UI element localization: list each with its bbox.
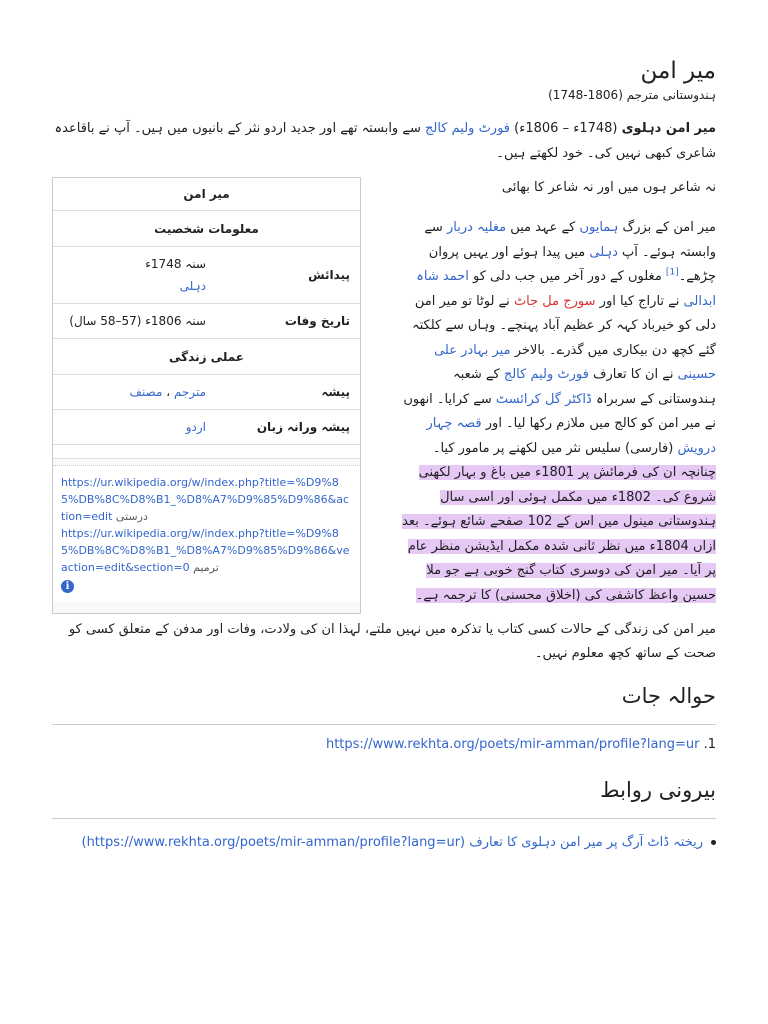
reference-link[interactable]: https://www.rekhta.org/poets/mir-amman/profile?lang=ur bbox=[325, 737, 700, 752]
redlink-suraj-mal-jat[interactable]: سورج مل جاٹ bbox=[513, 293, 596, 309]
link-mir-bahadur-ali-husaini[interactable]: میر بہادر علی حسینی bbox=[434, 342, 716, 382]
link-birth-place[interactable]: دہلی bbox=[179, 279, 206, 293]
link-delhi[interactable]: دہلی bbox=[589, 244, 618, 260]
text: نے تاراج کیا اور bbox=[595, 293, 684, 309]
external-links-divider bbox=[52, 818, 716, 819]
quote-line: نہ شاعر ہوں میں اور نہ شاعر کا بھائی bbox=[501, 180, 716, 195]
link-humayun[interactable]: ہمایوں bbox=[579, 220, 619, 235]
intro-paragraph bbox=[52, 116, 716, 166]
intro-rest: سے وابستہ تھے اور جدید اردو نثر کے بانیوں میں ہیں۔ آپ نے باقاعدہ شاعری کبھی نہیں کی۔ خود لکھتے ہیں۔ bbox=[54, 121, 716, 161]
text: میں پیدا ہوئے اور یہیں پروان چڑھے۔ bbox=[428, 244, 716, 284]
infobox-title: میر امن bbox=[53, 178, 360, 211]
reference-marker[interactable]: [1] bbox=[665, 267, 679, 278]
infobox-spacer bbox=[53, 445, 360, 459]
edit-link-row bbox=[61, 474, 352, 525]
birth-label: پیدائش bbox=[308, 268, 350, 282]
translate-link-row bbox=[61, 525, 352, 576]
occupation-label: پیشہ bbox=[321, 385, 350, 399]
info-icon[interactable]: i bbox=[61, 580, 74, 593]
link-qissa-chahar-darvesh[interactable]: قصہ چہار درویش bbox=[426, 416, 716, 456]
closing-paragraph: میر امن کی زندگی کے حالات کسی کتاب یا تذکرہ میں نہیں ملتے، لہذا ان کی ولادت، وفات اور مدفن کے متعلق کسی کو صحت کے ساتھ کچھ معلوم نہیں۔ bbox=[68, 622, 716, 661]
infobox-section-personal: معلومات شخصیت bbox=[53, 211, 360, 247]
external-links-heading: بیرونی روابط bbox=[600, 778, 716, 802]
translate-word: ترمیم bbox=[193, 561, 219, 574]
text: مغلوں کے دور آخر میں جب دلی کو bbox=[468, 269, 666, 284]
text: نے ان کا تعارف bbox=[588, 367, 678, 382]
external-link-item bbox=[52, 831, 716, 854]
bullet-icon bbox=[711, 840, 716, 845]
language-value bbox=[53, 410, 206, 444]
edit-link[interactable]: https://ur.wikipedia.org/w/index.php?title=%D9%85%DB%8C%D8%B1_%D8%A7%D9%85%D9%86&action=edit bbox=[61, 476, 350, 523]
occupation-value bbox=[53, 375, 206, 409]
birth-year: سنہ 1748ء bbox=[145, 257, 206, 271]
external-link-label[interactable]: ریختہ ڈاٹ آرگ پر میر امن دہلوی کا تعارف bbox=[469, 835, 703, 850]
occupation-separator: ، bbox=[162, 385, 174, 399]
edit-word: درستی bbox=[115, 510, 148, 523]
references-heading: حوالہ جات bbox=[621, 684, 716, 708]
infobox-edit-links bbox=[53, 465, 360, 602]
intro-dates: (1748ء – 1806ء) bbox=[510, 121, 622, 136]
highlighted-text: چنانچہ ان کی فرمائش پر 1801ء میں باغ و بہار لکھنی شروع کی۔ 1802ء میں مکمل ہوئی اور اسی سال ہندوستانی مینول میں اس کے 102 صفحے شائع ہوئے۔ بعد ازاں 1804ء میں نظر ثانی شدہ مکمل ایڈیشن منظر عام پر آیا۔ میر امن کی دوسری کتاب گنج خوبی ہے جو ملا حسین واعظ کاشفی کی (اخلاق محسنی) کا ترجمہ ہے۔ bbox=[402, 465, 716, 603]
infobox-section-career: عملی زندگی bbox=[53, 339, 360, 375]
page-title: میر امن bbox=[640, 58, 716, 84]
text: میر امن کے بزرگ bbox=[618, 220, 716, 235]
death-value: سنہ 1806ء (57–58 سال) bbox=[69, 314, 206, 328]
language-label: پیشہ ورانہ زبان bbox=[256, 420, 350, 434]
text: نے لوٹا تو میر امن دلی کو خیرباد کہہ کر عظیم آباد پہنچے۔ وہاں سے کلکتہ گئے کچھ دن بیکاری میں گذرے۔ بالاخر bbox=[412, 293, 716, 358]
link-ahmad-shah-abdali[interactable]: احمد شاہ ابدالی bbox=[416, 269, 716, 309]
infobox-row-death bbox=[53, 304, 360, 339]
death-label: تاریخ وفات bbox=[284, 314, 350, 328]
references-divider bbox=[52, 724, 716, 725]
text: کے شعبہ ہندوستانی کے سربراہ bbox=[453, 367, 716, 407]
link-author[interactable]: مصنف bbox=[129, 385, 163, 399]
intro-name: میر امن دہلوی bbox=[621, 121, 716, 136]
visual-edit-link[interactable]: https://ur.wikipedia.org/w/index.php?title=%D9%85%DB%8C%D8%B1_%D8%A7%D9%85%D9%86&veaction=edit&section=0 bbox=[61, 527, 350, 574]
text: سے وابستہ ہوئے۔ آپ bbox=[424, 220, 716, 260]
infobox bbox=[52, 177, 361, 614]
reference-item bbox=[326, 737, 716, 752]
external-link-url[interactable]: (https://www.rekhta.org/poets/mir-amman/profile?lang=ur) bbox=[81, 835, 466, 850]
link-fort-william-college[interactable]: فورٹ ولیم کالج bbox=[424, 121, 511, 136]
page-subtitle: ہندوستانی مترجم (1806-1748) bbox=[548, 88, 716, 102]
infobox-row-occupation bbox=[53, 375, 360, 410]
link-translator[interactable]: مترجم bbox=[173, 385, 206, 399]
link-fort-william-college-2[interactable]: فورٹ ولیم کالج bbox=[503, 367, 589, 382]
reference-number: 1. bbox=[703, 737, 716, 752]
text: (فارسی) سلیس نثر میں لکھنے پر مامور کیا۔ bbox=[432, 440, 678, 456]
text: کے عہد میں bbox=[506, 220, 580, 235]
biography-paragraph bbox=[398, 216, 716, 608]
birth-value bbox=[53, 247, 206, 303]
link-urdu[interactable]: اردو bbox=[185, 420, 206, 434]
link-mughal-court[interactable]: مغلیہ دربار bbox=[446, 220, 507, 235]
infobox-row-language bbox=[53, 410, 360, 445]
infobox-row-birth bbox=[53, 247, 360, 304]
link-dr-gilchrist[interactable]: ڈاکٹر گل کرائسٹ bbox=[495, 391, 592, 407]
text: سے کرایا۔ انھوں نے میر امن کو کالج میں ملازم رکھا لیا۔ اور bbox=[403, 391, 716, 431]
